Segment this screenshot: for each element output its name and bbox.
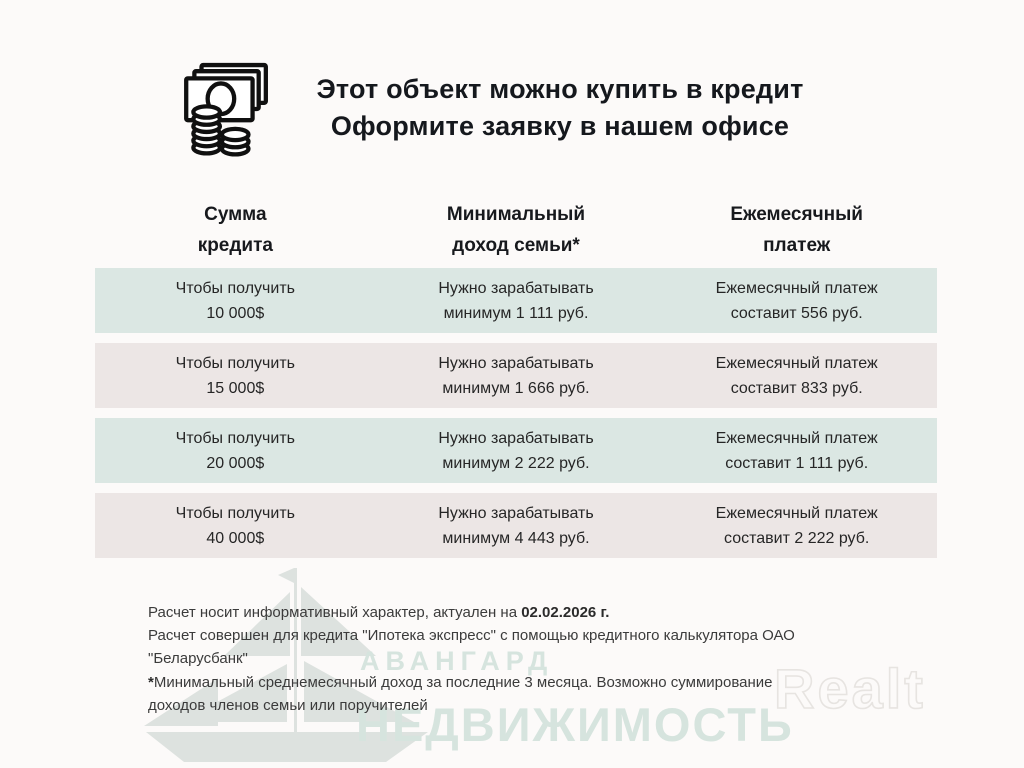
table-row bbox=[95, 343, 937, 408]
column-header-credit-sum bbox=[95, 199, 376, 261]
footnote-asterisk: * bbox=[148, 673, 154, 691]
cell-text: Нужно зарабатывать bbox=[438, 429, 594, 447]
cell-text: Нужно зарабатывать bbox=[438, 279, 594, 297]
column-header-text: Ежемесячный bbox=[730, 204, 863, 225]
table-row bbox=[95, 493, 937, 558]
cell-text: минимум 2 222 руб. bbox=[442, 454, 590, 472]
agency-watermark-line2: НЕДВИЖИМОСТЬ bbox=[356, 698, 794, 751]
table-header-row bbox=[95, 199, 937, 261]
cell-text: минимум 1 111 руб. bbox=[443, 304, 589, 322]
cell-text: 10 000$ bbox=[206, 304, 265, 322]
cell-text: составит 556 руб. bbox=[730, 304, 863, 322]
table-row bbox=[95, 418, 937, 483]
cell-credit-sum bbox=[95, 426, 376, 476]
cell-text: Чтобы получить bbox=[175, 504, 295, 522]
cell-text: минимум 4 443 руб. bbox=[442, 529, 590, 547]
cell-min-income bbox=[376, 351, 657, 401]
column-header-text: Минимальный bbox=[446, 204, 586, 225]
cell-text: Чтобы получить bbox=[175, 279, 295, 297]
cell-monthly-payment bbox=[656, 276, 937, 326]
disclaimer bbox=[148, 601, 940, 717]
cell-credit-sum bbox=[95, 501, 376, 551]
column-header-monthly-payment bbox=[656, 199, 937, 261]
cell-min-income bbox=[376, 276, 657, 326]
cell-text: Нужно зарабатывать bbox=[438, 504, 594, 522]
disclaimer-line-2: Расчет совершен для кредита "Ипотека экспресс" с помощью кредитного калькулятора ОАО bbox=[148, 627, 795, 645]
cell-text: Ежемесячный платеж bbox=[715, 504, 878, 522]
cell-min-income bbox=[376, 501, 657, 551]
cell-text: составит 2 222 руб. bbox=[724, 529, 870, 547]
cell-credit-sum bbox=[95, 351, 376, 401]
disclaimer-text: Минимальный среднемесячный доход за последние 3 месяца. Возможно суммирование bbox=[153, 673, 773, 691]
column-header-text: кредита bbox=[197, 235, 273, 256]
cell-credit-sum bbox=[95, 276, 376, 326]
disclaimer-line-4 bbox=[148, 671, 940, 694]
cell-text: Чтобы получить bbox=[175, 429, 295, 447]
cell-monthly-payment bbox=[656, 351, 937, 401]
cell-text: Ежемесячный платеж bbox=[715, 429, 878, 447]
cell-text: Ежемесячный платеж bbox=[715, 354, 878, 372]
agency-watermark-line1: АВАНГАРД bbox=[360, 646, 554, 676]
realt-logo-text: Realt bbox=[774, 662, 926, 720]
title-line-1: Этот объект можно купить в кредит bbox=[316, 74, 804, 104]
disclaimer-line-5: доходов членов семьи или поручителей bbox=[148, 696, 428, 714]
column-header-text: Сумма bbox=[204, 204, 267, 225]
table-row bbox=[95, 268, 937, 333]
cell-text: составит 1 111 руб. bbox=[725, 454, 869, 472]
cell-text: Чтобы получить bbox=[175, 354, 295, 372]
title-line-2: Оформите заявку в нашем офисе bbox=[330, 111, 790, 141]
cell-text: Нужно зарабатывать bbox=[438, 354, 594, 372]
cell-min-income bbox=[376, 426, 657, 476]
cell-text: Ежемесячный платеж bbox=[715, 279, 878, 297]
cell-text: составит 833 руб. bbox=[730, 379, 863, 397]
header-title bbox=[250, 71, 870, 145]
disclaimer-line-1 bbox=[148, 601, 940, 624]
cell-text: минимум 1 666 руб. bbox=[442, 379, 590, 397]
column-header-text: платеж bbox=[763, 235, 831, 256]
table-body bbox=[95, 268, 937, 568]
disclaimer-line-3: "Беларусбанк" bbox=[148, 650, 248, 668]
cell-text: 40 000$ bbox=[206, 529, 265, 547]
disclaimer-date: 02.02.2026 г. bbox=[521, 604, 610, 621]
cell-text: 20 000$ bbox=[206, 454, 265, 472]
disclaimer-text: Расчет носит информативный характер, актуален на bbox=[148, 604, 522, 621]
cell-text: 15 000$ bbox=[206, 379, 265, 397]
column-header-min-income bbox=[376, 199, 657, 261]
cell-monthly-payment bbox=[656, 501, 937, 551]
column-header-text: доход семьи* bbox=[452, 235, 580, 256]
cell-monthly-payment bbox=[656, 426, 937, 476]
